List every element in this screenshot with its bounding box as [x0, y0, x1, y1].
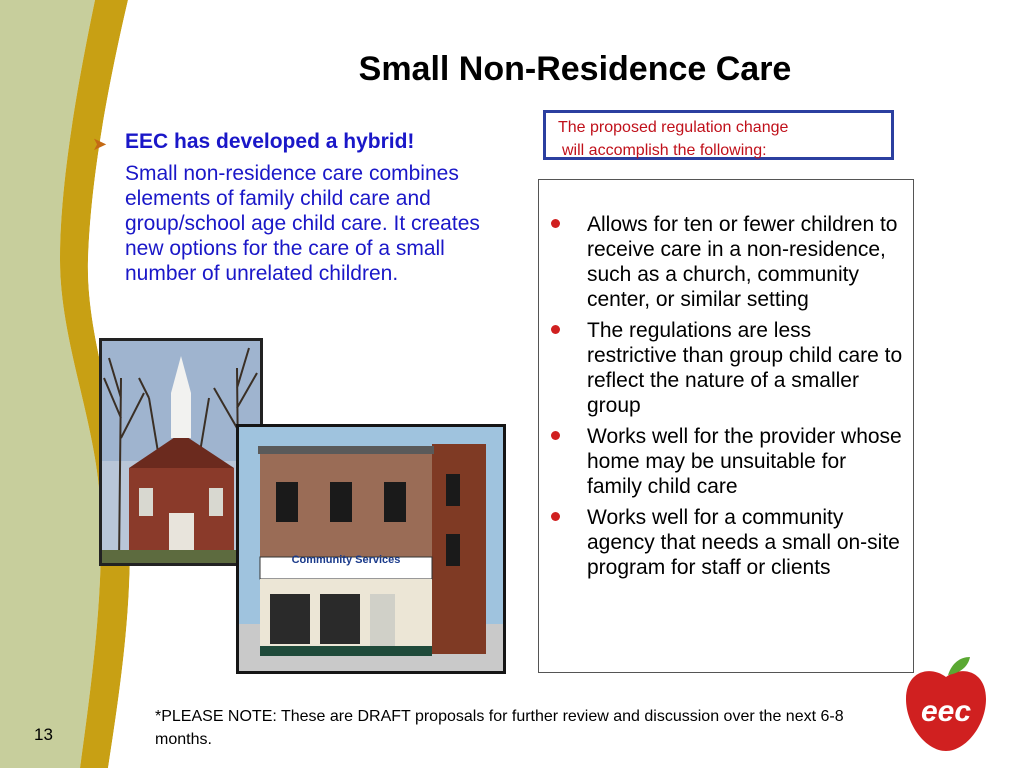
list-item-text: Works well for a community agency that needs a small on-site program for staff or clients — [587, 506, 900, 579]
benefits-list-box — [538, 179, 914, 673]
building-sign-text: Community Services — [291, 554, 401, 566]
proposal-line-2: will accomplish the following: — [562, 142, 767, 159]
bullet-dot-icon — [551, 512, 560, 521]
bullet-dot-icon — [551, 431, 560, 440]
proposal-callout — [543, 110, 894, 160]
list-item-text: Works well for the provider whose home may be unsuitable for family child care — [587, 425, 902, 498]
list-item-text: The regulations are less restrictive than group child care to reflect the nature of a smaller group — [587, 319, 903, 417]
draft-note: *PLEASE NOTE: These are DRAFT proposals for further review and discussion over the next 6-8 months. — [155, 708, 844, 748]
svg-text:eec: eec — [920, 695, 972, 728]
bullet-dot-icon — [551, 219, 560, 228]
community-building-photo — [236, 424, 506, 674]
bullet-dot-icon — [551, 325, 560, 334]
eec-apple-logo — [900, 655, 992, 755]
page-number: 13 — [34, 725, 53, 744]
hybrid-description: Small non-residence care combines elements of family child care and group/school age child care. It creates new options for the care of a small number of unrelated children. — [125, 162, 480, 285]
list-item — [539, 212, 913, 312]
arrow-bullet-icon: ➤ — [92, 134, 108, 154]
list-item — [539, 424, 913, 499]
proposal-line-1: The proposed regulation change — [558, 119, 789, 136]
list-item-text: Allows for ten or fewer children to receive care in a non-residence, such as a church, community center, or similar setting — [587, 213, 898, 311]
list-item — [539, 505, 913, 580]
hybrid-heading: EEC has developed a hybrid! — [125, 130, 415, 153]
benefits-list — [539, 212, 913, 586]
list-item — [539, 318, 913, 418]
slide-title: Small Non-Residence Care — [358, 50, 792, 88]
